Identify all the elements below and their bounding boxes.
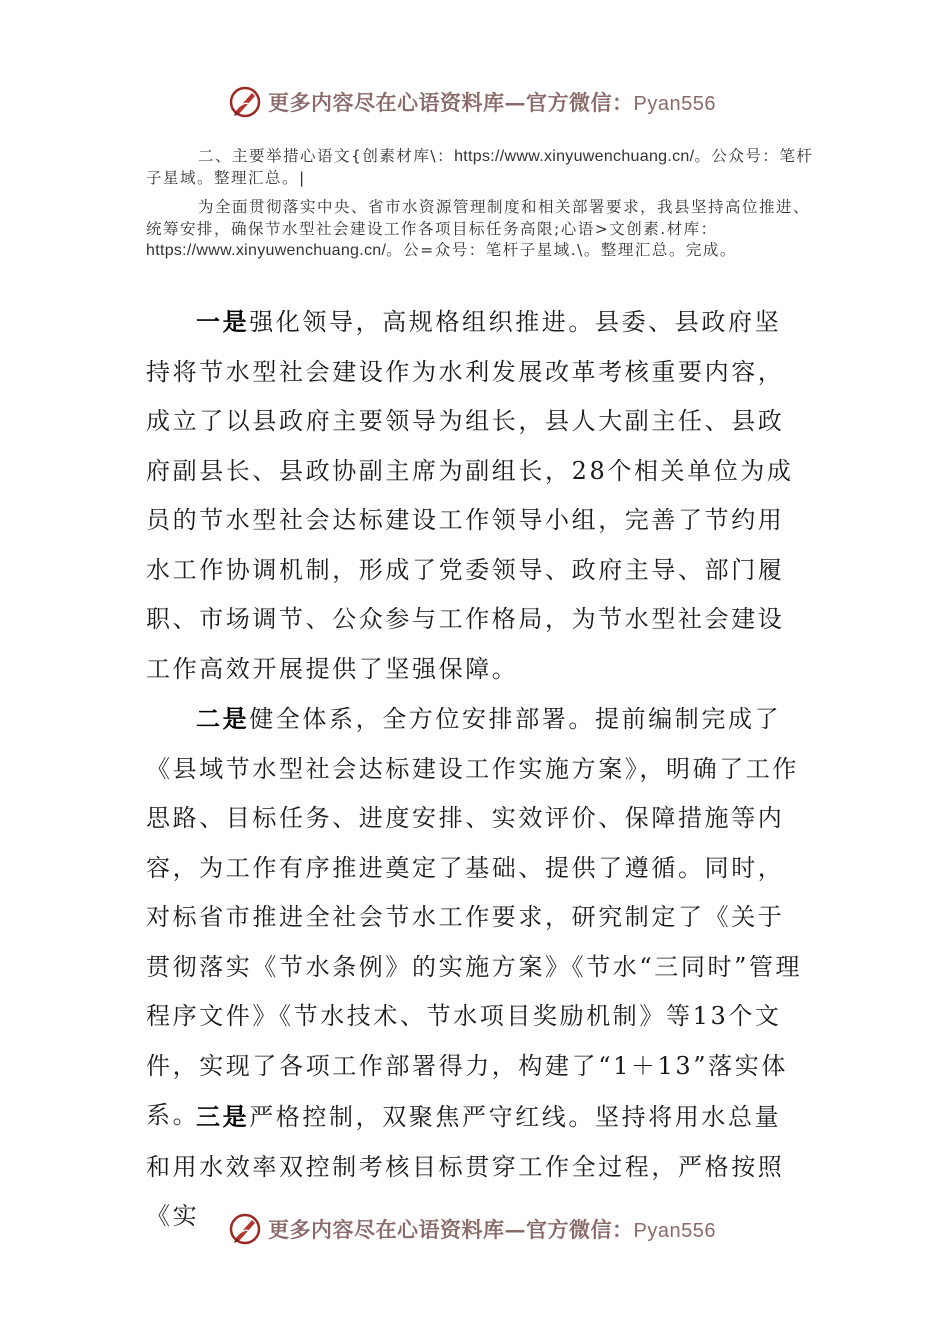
banner-wechat-handle: Pyan556 [633,1220,716,1242]
intro-line2-text-a: 为全面贯彻落实中央、省市水资源管理制度和相关部署要求，我县坚持高位推进、统筹安排，确保节水型社会建设工作各项目标任务高限;心语>文创素.材库： [146,198,811,238]
pen-seal-logo-icon [228,1212,262,1246]
banner-slogan: 更多内容尽在心语资料库—官方微信： [268,90,634,115]
paragraph-1-lead: 一是 [196,307,250,336]
pen-seal-logo-icon [228,85,262,119]
paragraph-2-text: 健全体系，全方位安排部署。提前编制完成了《县域节水型社会达标建设工作实施方案》，明确了工作思路、目标任务、进度安排、实效评价、保障措施等内容，为工作有序推进奠定了基础、提供了遵循。同时，对标省市推进全社会节水工作要求，研究制定了《关于贯彻落实《节水条例》的实施方案》《节水“三同时”管理程序文件》《节水技术、节水项目奖励机制》等13个文件，实现了各项工作部署得力，构建了“1＋13”落实体系。 [146,705,803,1129]
intro-line-1 [146,146,826,189]
intro-line1-url: https://www.xinyuwenchuang.cn/ [454,148,695,165]
header-watermark-banner [0,82,950,122]
intro-line2-url: https://www.xinyuwenchuang.cn/ [146,242,387,259]
footer-watermark-banner [0,1209,950,1249]
paragraph-1-text: 强化领导，高规格组织推进。县委、县政府坚持将节水型社会建设作为水利发展改革考核重要内容，成立了以县政府主要领导为组长，县人大副主任、县政府副县长、县政协副主席为副组长，28个相关单位为成员的节水型社会达标建设工作领导小组，完善了节约用水工作协调机制，形成了党委领导、政府主导、部门履职、市场调节、公众参与工作格局，为节水型社会建设工作高效开展提供了坚强保障。 [146,308,794,683]
intro-line1-text-b: 。公众号：笔杆子星域。整理汇总。| [146,147,814,187]
paragraph-3-text: 严格控制，双聚焦严守红线。坚持将用水总量和用水效率双控制考核目标贯穿工作全过程，严格按照《实 [146,1103,785,1230]
banner-text [268,1214,716,1244]
paragraph-3-lead: 三是 [196,1102,250,1131]
banner-text [268,87,716,117]
intro-line1-text-a: 二、主要举措心语文{创素材库\： [198,147,455,165]
banner-wechat-handle: Pyan556 [633,93,716,115]
intro-line2-text-b: 。公=众号：笔杆子星域.\。整理汇总。完成。 [386,241,737,259]
paragraph-2 [146,694,806,1141]
paragraph-2-lead: 二是 [196,704,250,733]
paragraph-1 [146,297,806,694]
banner-slogan: 更多内容尽在心语资料库—官方微信： [268,1217,634,1242]
intro-line-2 [146,197,826,262]
